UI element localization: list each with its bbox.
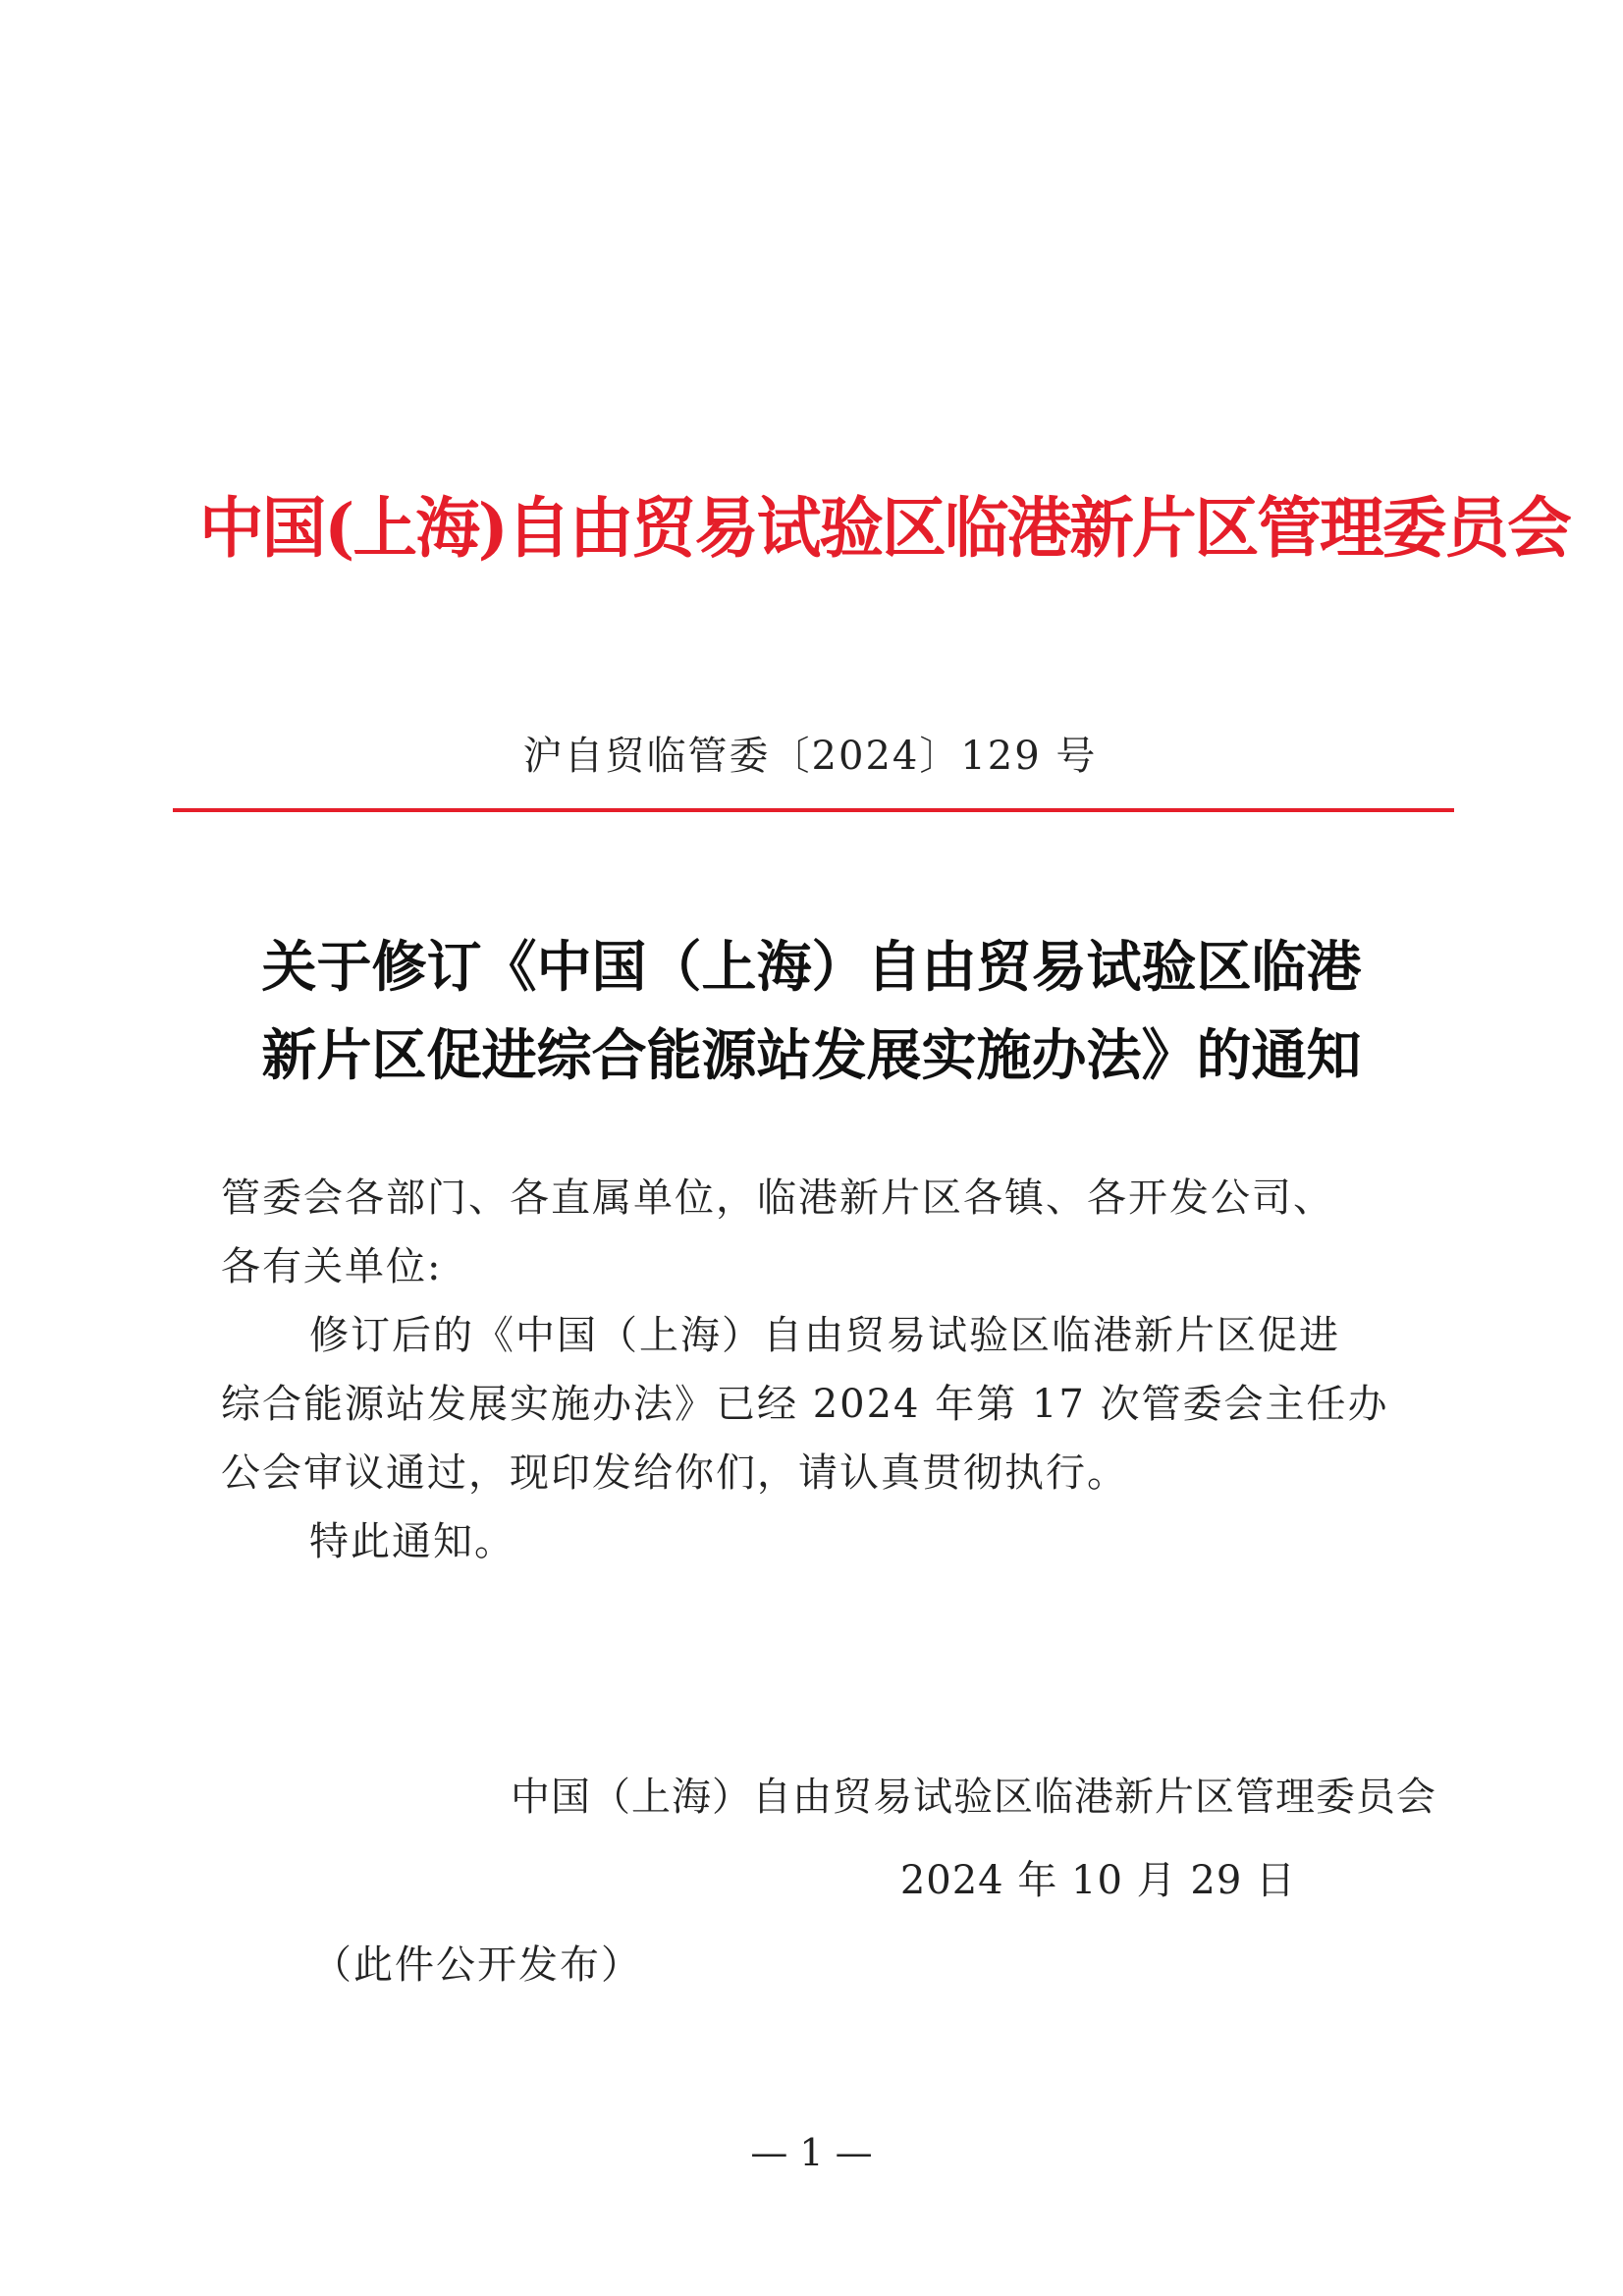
body-paragraph-line-1: 修订后的《中国（上海）自由贸易试验区临港新片区促进 (309, 1313, 1340, 1358)
document-title-line-2: 新片区促进综合能源站发展实施办法》的通知 (261, 1023, 1362, 1088)
document-body (221, 1164, 1424, 1576)
closing-remark: 特此通知。 (309, 1519, 515, 1564)
red-divider-rule (173, 808, 1454, 812)
signature-organization: 中国（上海）自由贸易试验区临港新片区管理委员会 (511, 1775, 1436, 1820)
page-number: — 1 — (750, 2131, 873, 2174)
addressee-line-1: 管委会各部门、各直属单位，临港新片区各镇、各开发公司、 (221, 1175, 1334, 1221)
signature-date: 2024 年 10 月 29 日 (899, 1858, 1296, 1903)
addressee-line-2: 各有关单位: (221, 1244, 443, 1289)
issuer-header: 中国(上海)自由贸易试验区临港新片区管理委员会 (198, 489, 1570, 567)
disclosure-note: （此件公开发布） (312, 1942, 642, 1988)
body-paragraph-line-3: 公会审议通过，现印发给你们，请认真贯彻执行。 (221, 1450, 1128, 1496)
body-paragraph-line-2: 综合能源站发展实施办法》已经 2024 年第 17 次管委会主任办 (221, 1382, 1389, 1427)
document-title-line-1: 关于修订《中国（上海）自由贸易试验区临港 (261, 935, 1362, 1000)
document-number: 沪自贸临管委〔2024〕129 号 (522, 734, 1098, 779)
document-title (196, 923, 1427, 1100)
